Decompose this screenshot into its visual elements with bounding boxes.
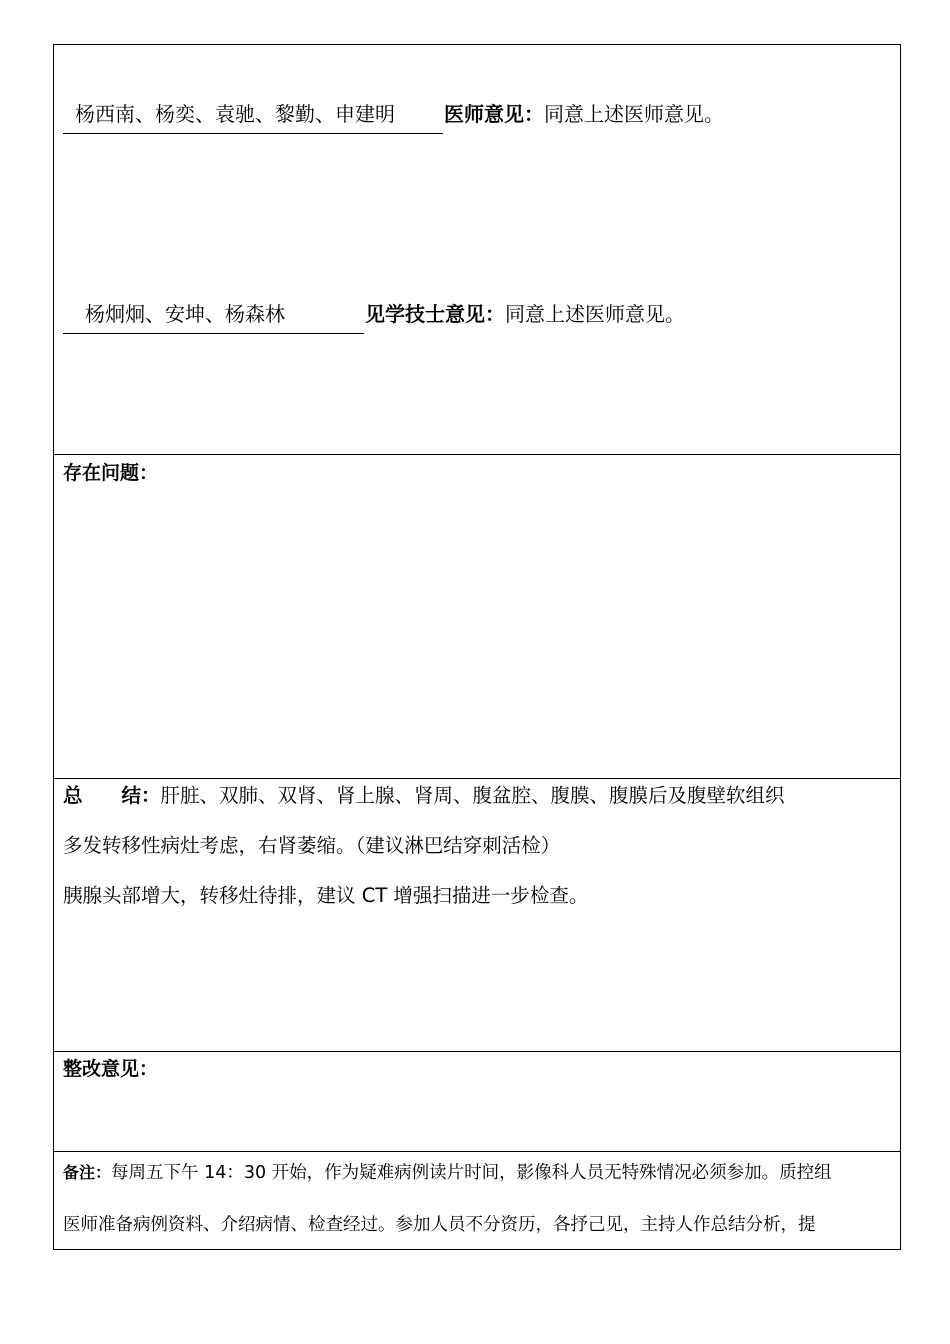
divider-3	[54, 1051, 900, 1052]
summary-line-2: 多发转移性病灶考虑，右肾萎缩。（建议淋巴结穿刺活检）	[63, 834, 561, 857]
summary-label: 总 结：	[63, 784, 161, 807]
physician-opinion-label: 医师意见：	[444, 102, 544, 126]
technician-opinion-label: 见学技士意见：	[365, 302, 505, 326]
remarks-line-1	[63, 1147, 895, 1199]
summary-text-1: 肝脏、双肺、双肾、肾上腺、肾周、腹盆腔、腹膜、腹膜后及腹壁软组织	[160, 784, 785, 807]
divider-1	[54, 454, 900, 455]
problems-heading: 存在问题：	[63, 462, 159, 484]
remarks-text-1: 每周五下午 14：30 开始，作为疑难病例读片时间，影像科人员无特殊情况必须参加。质控组	[111, 1163, 832, 1183]
physician-signature-line: 杨西南、杨奕、袁驰、黎勤、申建明	[63, 100, 443, 134]
form-table	[53, 44, 901, 1250]
remarks-block	[63, 1147, 895, 1251]
rectification-heading: 整改意见：	[63, 1058, 159, 1080]
summary-line-1	[63, 771, 895, 821]
remarks-line-2: 医师准备病例资料、介绍病情、检查经过。参加人员不分资历，各抒己见，主持人作总结分析，提	[63, 1215, 816, 1235]
technician-opinion	[365, 300, 685, 328]
summary-line-3: 胰腺头部增大，转移灶待排，建议 CT 增强扫描进一步检查。	[63, 884, 589, 907]
opinions-section	[54, 45, 900, 455]
physician-opinion-text: 同意上述医师意见。	[544, 102, 724, 126]
physician-opinion	[444, 100, 724, 128]
remarks-label: 备注：	[63, 1163, 112, 1182]
summary-block	[63, 771, 895, 921]
technician-signature-line: 杨炯炯、安坤、杨森林	[63, 300, 364, 334]
technician-opinion-text: 同意上述医师意见。	[505, 302, 685, 326]
